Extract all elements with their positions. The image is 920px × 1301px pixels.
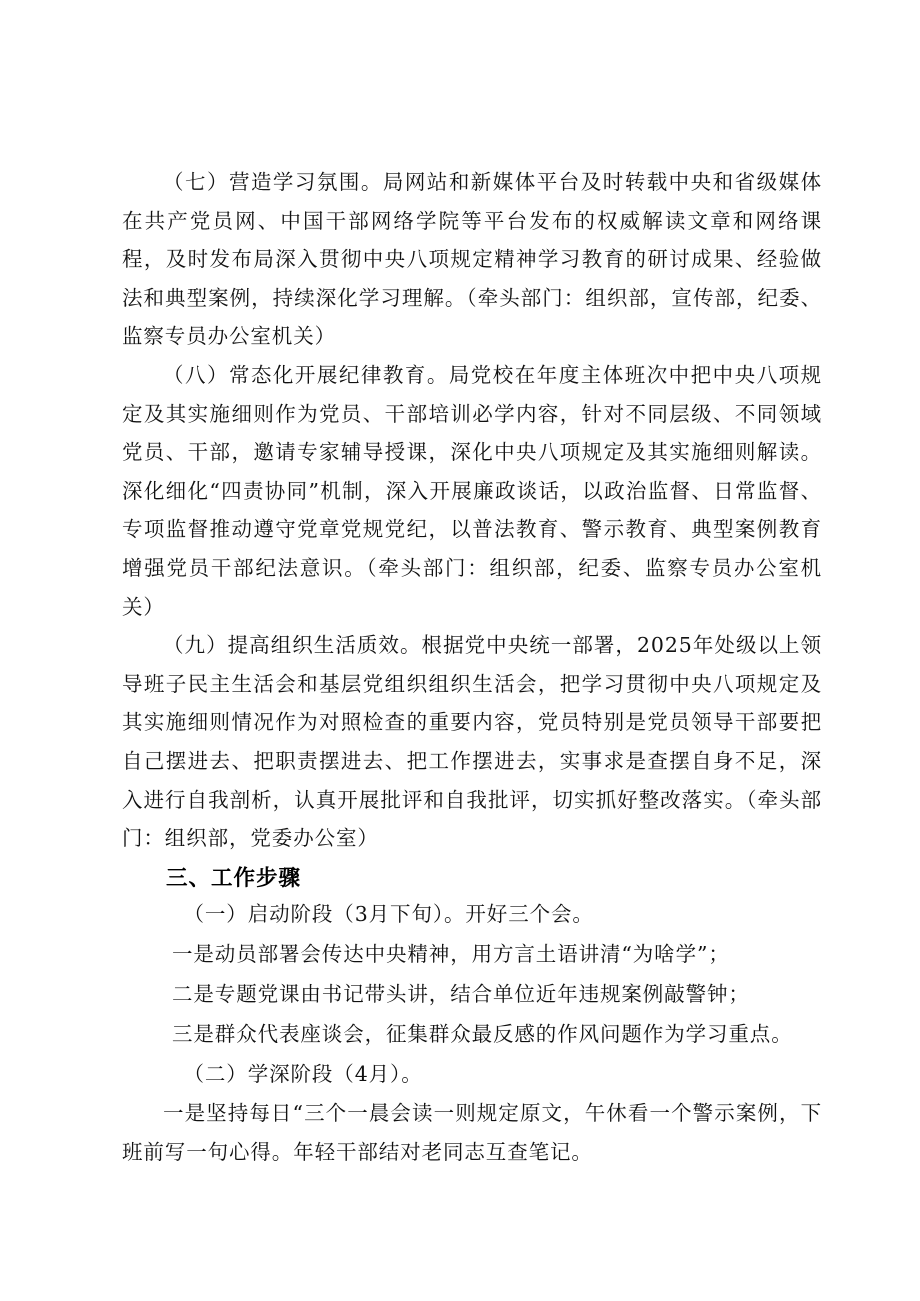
stage-one-item-2: 二是专题党课由书记带头讲，结合单位近年违规案例敲警钟； xyxy=(172,981,750,1006)
stage-two-body: 一是坚持每日“三个一晨会读一则规定原文，午休看一个警示案例，下班前写一句心得。年轻干部结对老同志互查笔记。 xyxy=(122,1100,822,1164)
paragraph-seven: （七）营造学习氛围。局网站和新媒体平台及时转载中央和省级媒体在共产党员网、中国干部网络学院等平台发布的权威解读文章和网络课程，及时发布局深入贯彻中央八项规定精神学习教育的研讨成果、经验做法和典型案例，持续深化学习理解。（牵头部门：组织部，宣传部，纪委、监察专员办公室机关） xyxy=(122,170,822,349)
stage-one-item-3: 三是群众代表座谈会，征集群众最反感的作风问题作为学习重点。 xyxy=(172,1021,793,1046)
stage-one-title: （一）启动阶段（3月下旬）。开好三个会。 xyxy=(183,901,594,926)
stage-two-title: （二）学深阶段（4月）。 xyxy=(183,1061,423,1086)
section-heading: 三、工作步骤 xyxy=(166,865,302,891)
stage-one-item-1: 一是动员部署会传达中央精神，用方言土语讲清“为啥学”； xyxy=(172,941,730,966)
paragraph-nine: （九）提高组织生活质效。根据党中央统一部署，2025年处级以上领导班子民主生活会和基层党组织组织生活会，把学习贯彻中央八项规定及其实施细则情况作为对照检查的重要内容，党员特别是党员领导干部要把自己摆进去、把职责摆进去、把工作摆进去，实事求是查摆自身不足，深入进行自我剖析，认真开展批评和自我批评，切实抓好整改落实。（牵头部门：组织部，党委办公室） xyxy=(122,633,822,851)
document-body xyxy=(122,163,822,1172)
paragraph-eight: （八）常态化开展纪律教育。局党校在年度主体班次中把中央八项规定及其实施细则作为党员、干部培训必学内容，针对不同层级、不同领域党员、干部，邀请专家辅导授课，深化中央八项规定及其实施细则解读。深化细化“四责协同”机制，深入开展廉政谈话，以政治监督、日常监督、专项监督推动遵守党章党规党纪，以普法教育、警示教育、典型案例教育增强党员干部纪法意识。（牵头部门：组织部，纪委、监察专员办公室机关） xyxy=(122,362,822,619)
